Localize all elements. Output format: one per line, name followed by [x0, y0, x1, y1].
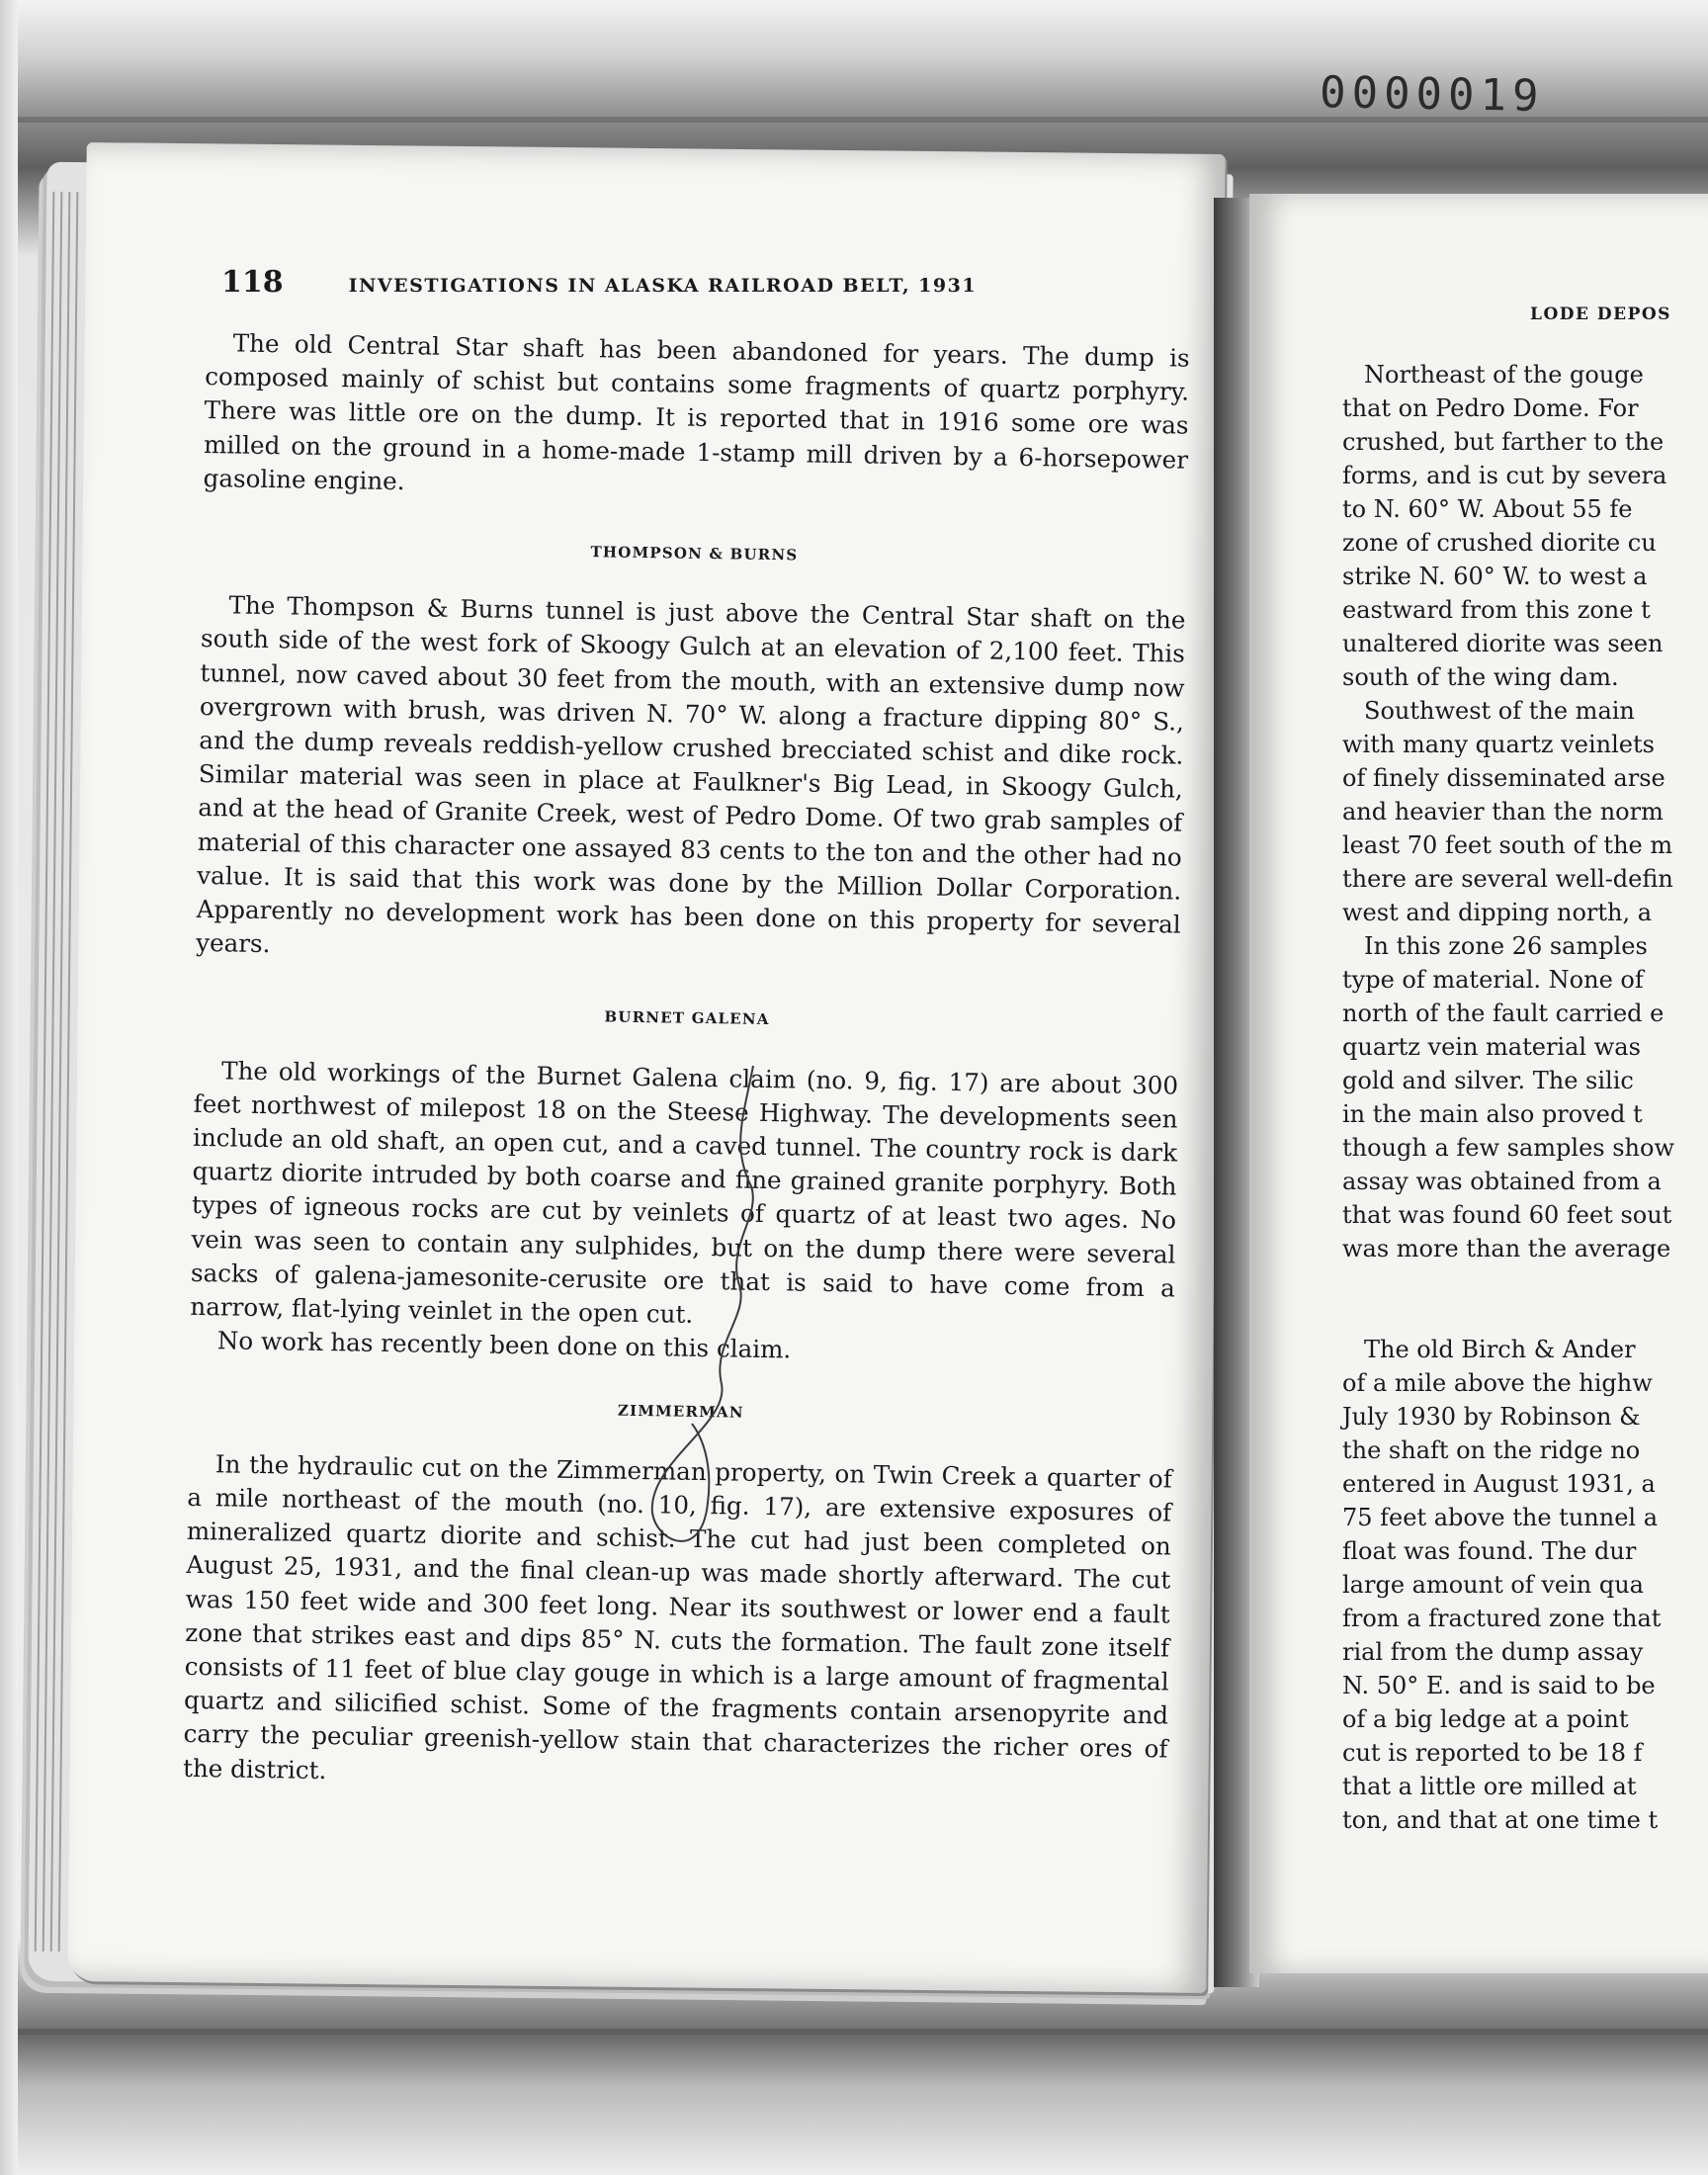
right-page-line: Northeast of the gouge	[1364, 361, 1644, 389]
right-page-line: eastward from this zone t	[1342, 596, 1651, 624]
right-page-line: unaltered diorite was seen	[1342, 630, 1664, 657]
right-page-line: zone of crushed diorite cu	[1342, 529, 1657, 557]
right-page-line: float was found. The dur	[1342, 1537, 1637, 1565]
right-page-line: N. 50° E. and is said to be	[1342, 1672, 1656, 1699]
paragraph-zimmerman: In the hydraulic cut on the Zimmerman property, on Twin Creek a quarter of a mile northeast of the mouth (no. 10, fig. 17), are extensive exposures of mineralized quartz diorite and schist. The cut had just been completed on August 25, 1931, and the final clean-up was made shortly afterward. The cut was 150 feet wide and 300 feet long. Near its southwest or lower end a fault zone that strikes east and dips 85° N. cuts the formation. The fault zone itself consists of 11 feet of blue clay gouge in which is a large amount of fragmental quartz and silicified schist. Some of the fragments contain arsenopyrite and carry the peculiar greenish-yellow stain that characterizes the richer ores of the district.	[182, 1448, 1173, 1784]
right-page-line: from a fractured zone that	[1342, 1605, 1662, 1632]
right-page-line: least 70 feet south of the m	[1342, 831, 1673, 859]
right-page-line: cut is reported to be 18 f	[1342, 1739, 1643, 1767]
right-page-line: large amount of vein qua	[1342, 1571, 1644, 1599]
right-page-line: assay was obtained from a	[1342, 1168, 1662, 1195]
left-page-body	[183, 326, 1190, 1800]
right-page-line: that was found 60 feet sout	[1342, 1201, 1672, 1229]
right-page-line: of finely disseminated arse	[1342, 764, 1665, 792]
section-title-burnet-galena: BURNET GALENA	[604, 1007, 770, 1029]
right-page-line: with many quartz veinlets	[1342, 731, 1655, 758]
right-page-line: the shaft on the ridge no	[1342, 1436, 1641, 1464]
right-page-line: there are several well-defin	[1342, 865, 1673, 893]
right-page-line: south of the wing dam.	[1342, 663, 1619, 691]
right-page-line: Southwest of the main	[1364, 697, 1635, 725]
right-page-line: entered in August 1931, a	[1342, 1470, 1656, 1498]
right-page-line: 75 feet above the tunnel a	[1342, 1504, 1659, 1531]
right-page-block-2	[1342, 1333, 1708, 1837]
paragraph-burnet-galena-1: The old workings of the Burnet Galena claim (no. 9, fig. 17) are about 300 feet northwest of milepost 18 on the Steese Highway. The developments seen include an old shaft, an open cut, and a caved tunnel. The country rock is dark quartz diorite intruded by both coarse and fine grained granite porphyry. Both types of igneous rocks are cut by veinlets of quartz of at least two ages. No vein was seen to contain any sulphides, but on the dump there were several sacks of galena-jamesonite-cerusite ore that is said to have come from a narrow, flat-lying veinlet in the open cut.	[190, 1056, 1179, 1329]
right-page-line: forms, and is cut by severa	[1342, 462, 1667, 489]
left-page-header	[221, 265, 1111, 300]
right-page-line: crushed, but farther to the	[1342, 428, 1665, 456]
section-title-thompson-burns: THOMPSON & BURNS	[590, 543, 799, 565]
right-page-line: type of material. None of	[1342, 966, 1644, 994]
right-page-line: In this zone 26 samples	[1364, 932, 1648, 960]
right-page-line: that a little ore milled at	[1342, 1773, 1637, 1800]
page-number: 118	[221, 265, 284, 300]
right-page-block-1	[1342, 358, 1708, 1265]
right-page-body	[1342, 358, 1708, 1837]
paragraph-thompson-burns: The Thompson & Burns tunnel is just above the Central Star shaft on the south side of the west fork of Skoogy Gulch at an elevation of 2,100 feet. This tunnel, now caved about 30 feet from the mouth, with an extensive dump now overgrown with brush, was driven N. 70° W. along a fracture dipping 80° S., and the dump reveals reddish-yellow crushed brecciated schist and dike rock. Similar material was seen in place at Faulkner's Big Lead, in Skoogy Gulch, and at the head of Granite Creek, west of Pedro Dome. Of two grab samples of material of this character one assayed 83 cents to the ton and the other had no value. It is said that this work was done by the Million Dollar Corporation. Apparently no development work has been done on this property for several years.	[195, 590, 1186, 959]
right-page-line: west and dipping north, a	[1342, 899, 1653, 926]
right-page-line: though a few samples show	[1342, 1134, 1674, 1162]
document-stamp-number: 0000019	[1319, 67, 1545, 123]
scanner-edge	[0, 0, 18, 2175]
right-page-line: The old Birch & Ander	[1364, 1336, 1636, 1363]
right-page-line: of a mile above the highw	[1342, 1369, 1653, 1397]
right-page-line: rial from the dump assay	[1342, 1638, 1644, 1666]
scan-streak	[0, 2029, 1708, 2035]
right-page-line: to N. 60° W. About 55 fe	[1342, 495, 1633, 523]
right-page-line: gold and silver. The silic	[1342, 1067, 1634, 1094]
right-page-line: of a big ledge at a point	[1342, 1705, 1629, 1733]
right-page-line: and heavier than the norm	[1342, 798, 1664, 826]
right-page-running-head: LODE DEPOS	[1530, 304, 1671, 324]
right-page-line: was more than the average	[1342, 1235, 1671, 1262]
right-page-line: ton, and that at one time t	[1342, 1806, 1659, 1834]
paragraph-burnet-galena-2: No work has recently been done on this claim.	[216, 1326, 792, 1364]
right-page-line: July 1930 by Robinson &	[1342, 1403, 1641, 1431]
section-title-zimmerman: ZIMMERMAN	[617, 1402, 744, 1423]
intro-paragraph: The old Central Star shaft has been abandoned for years. The dump is composed mainly of schist but contains some fragments of quartz porphyry. There was little ore on the dump. It is reported that in 1916 some ore was milled on the ground in a home-made 1-stamp mill driven by a 6-horsepower gasoline engine.	[203, 328, 1190, 495]
right-page-line: that on Pedro Dome. For	[1342, 394, 1639, 422]
right-page-line: in the main also proved t	[1342, 1100, 1643, 1128]
right-page-line: strike N. 60° W. to west a	[1342, 563, 1648, 590]
running-head: INVESTIGATIONS IN ALASKA RAILROAD BELT, 1931	[348, 275, 978, 297]
right-page-line: quartz vein material was	[1342, 1033, 1641, 1061]
right-page-line: north of the fault carried e	[1342, 1000, 1665, 1027]
